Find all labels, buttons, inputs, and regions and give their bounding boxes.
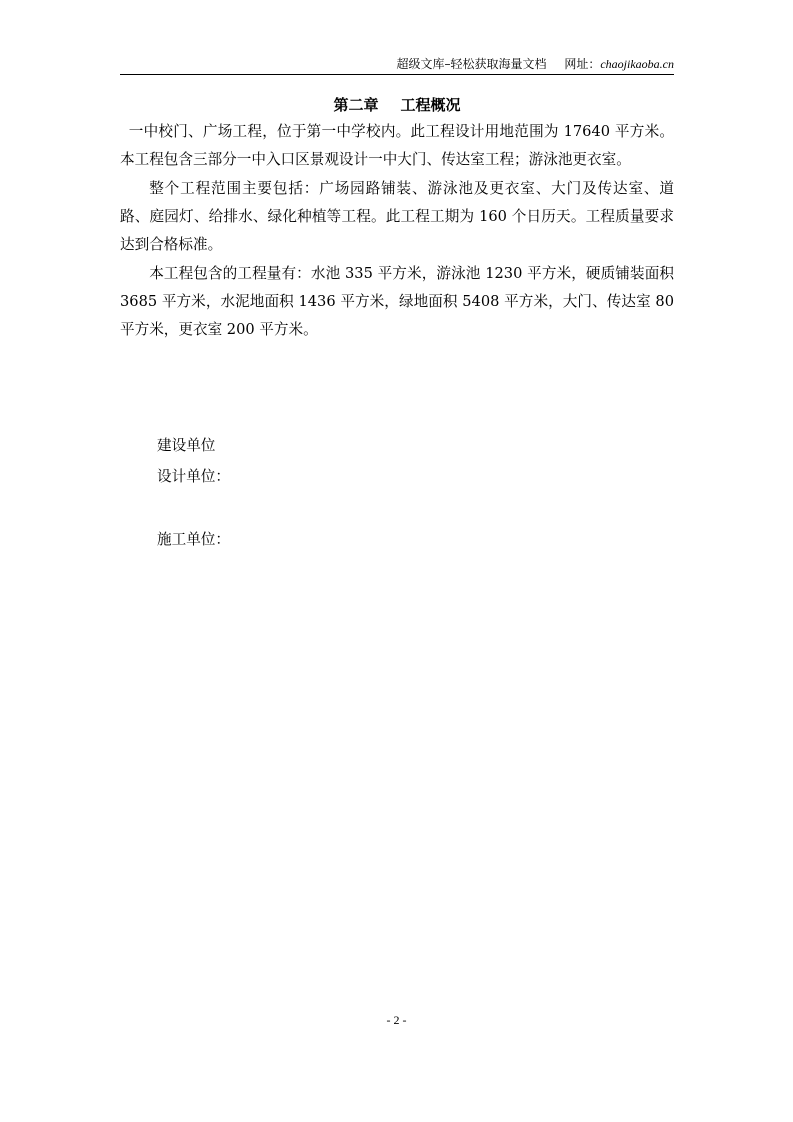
construction-unit-label: 建设单位 — [157, 437, 216, 454]
page-number: - 2 - — [386, 1013, 407, 1027]
header-divider — [120, 74, 674, 75]
paragraph-quantities: 本工程包含的工程量有：水池 335 平方米，游泳池 1230 平方米，硬质铺装面积 3685 平方米，水泥地面积 1436 平方米，绿地面积 5408 平方米，大门、传达室 80 平方米，更衣室 200 平方米。 — [120, 265, 674, 338]
builder-unit-label: 施工单位： — [157, 531, 230, 548]
paragraph-scope: 整个工程范围主要包括：广场园路铺装、游泳池及更衣室、大门及传达室、道路、庭园灯、给排水、绿化种植等工程。此工程工期为 160 个日历天。工程质量要求达到合格标准。 — [120, 180, 674, 253]
design-unit-label: 设计单位： — [157, 468, 230, 485]
site-url[interactable]: chaojikaoba.cn — [600, 57, 674, 71]
chapter-title: 工程概况 — [400, 96, 461, 114]
paragraph-overview: 一中校门、广场工程，位于第一中学校内。此工程设计用地范围为 17640 平方米。本工程包含三部分一中入口区景观设计一中大门、传达室工程；游泳池更衣室。 — [120, 123, 674, 168]
page-header — [120, 56, 674, 72]
chapter-heading — [120, 95, 674, 115]
chapter-number: 第二章 — [333, 96, 379, 114]
url-label: 网址： — [564, 57, 601, 71]
document-body — [120, 118, 674, 345]
site-title: 超级文库–轻松获取海量文档 — [396, 57, 547, 71]
